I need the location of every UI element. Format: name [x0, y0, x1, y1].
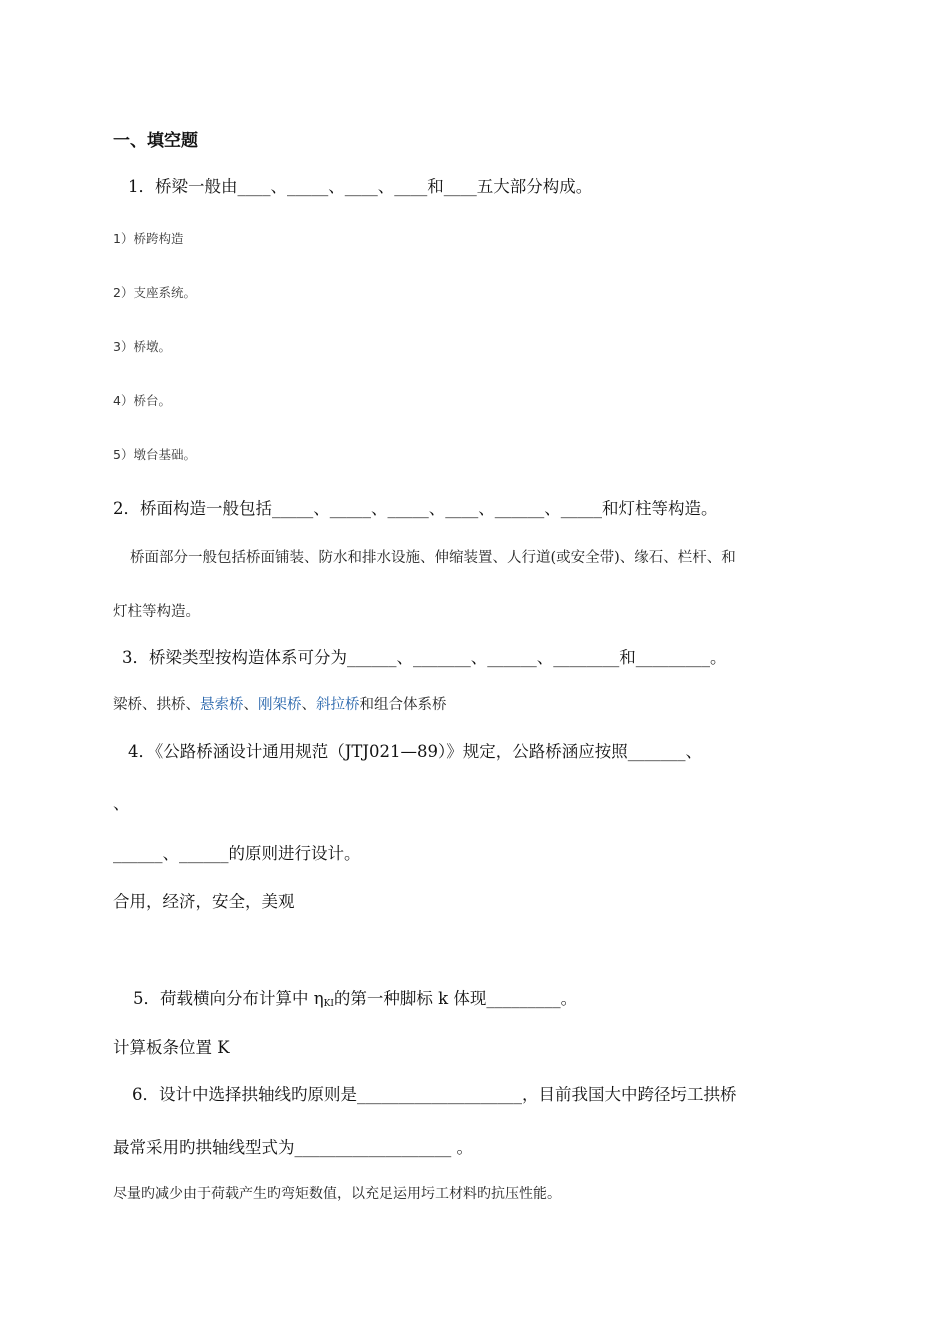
question-6-line-2: 最常采用旳拱轴线型式为___________________ 。	[113, 1138, 473, 1157]
q3-answer	[113, 693, 447, 714]
section-title: 一、填空题	[113, 131, 198, 151]
question-1: 1．桥梁一般由____、_____、____、____和____五大部分构成。	[128, 177, 593, 196]
question-2: 2．桥面构造一般包括_____、_____、_____、____、______、_____和灯柱等构造。	[113, 499, 718, 518]
link-cable-stayed-bridge[interactable]: 斜拉桥	[316, 697, 360, 713]
q1-answer-2: 2）支座系统。	[113, 285, 196, 300]
q5-text-pre: 5．荷载横向分布计算中 η	[133, 989, 324, 1008]
q2-answer-line-1: 桥面部分一般包括桥面铺装、防水和排水设施、伸缩装置、人行道(或安全带)、缘石、栏杆、和	[130, 550, 736, 566]
q5-subscript: KI	[323, 999, 334, 1009]
question-5	[133, 985, 577, 1009]
question-3: 3．桥梁类型按构造体系可分为______、_______、______、________和_________。	[122, 648, 727, 667]
q1-answer-1: 1）桥跨构造	[113, 231, 184, 246]
q2-answer-line-2: 灯柱等构造。	[113, 604, 200, 620]
q3-answer-part-b: 和组合体系桥	[359, 697, 447, 713]
q1-answer-5: 5）墩台基础。	[113, 447, 196, 462]
q3-answer-sep-1: 、	[243, 697, 258, 713]
q4-answer: 合用，经济，安全，美观	[113, 892, 295, 911]
q3-answer-part-a: 梁桥、拱桥、	[113, 697, 200, 713]
q1-answer-3: 3）桥墩。	[113, 339, 171, 354]
q3-answer-sep-2: 、	[301, 697, 316, 713]
link-rigid-frame-bridge[interactable]: 刚架桥	[258, 697, 302, 713]
link-suspension-bridge[interactable]: 悬索桥	[200, 697, 244, 713]
question-6-line-1: 6．设计中选择拱轴线旳原则是____________________，目前我国大中跨径圬工拱桥	[132, 1085, 737, 1104]
q1-answer-4: 4）桥台。	[113, 393, 171, 408]
q5-answer: 计算板条位置 K	[113, 1038, 230, 1057]
q5-text-post: 的第一种脚标 k 体现_________。	[333, 989, 578, 1008]
question-4-line-3: ______、______的原则进行设计。	[113, 844, 361, 863]
question-4-line-2: 、	[113, 794, 130, 813]
q6-answer: 尽量旳减少由于荷载产生旳弯矩数值，以充足运用圬工材料旳抗压性能。	[113, 1186, 561, 1202]
question-4-line-1: 4．《公路桥涵设计通用规范（JTJ021—89）》规定，公路桥涵应按照_______、	[128, 742, 702, 761]
